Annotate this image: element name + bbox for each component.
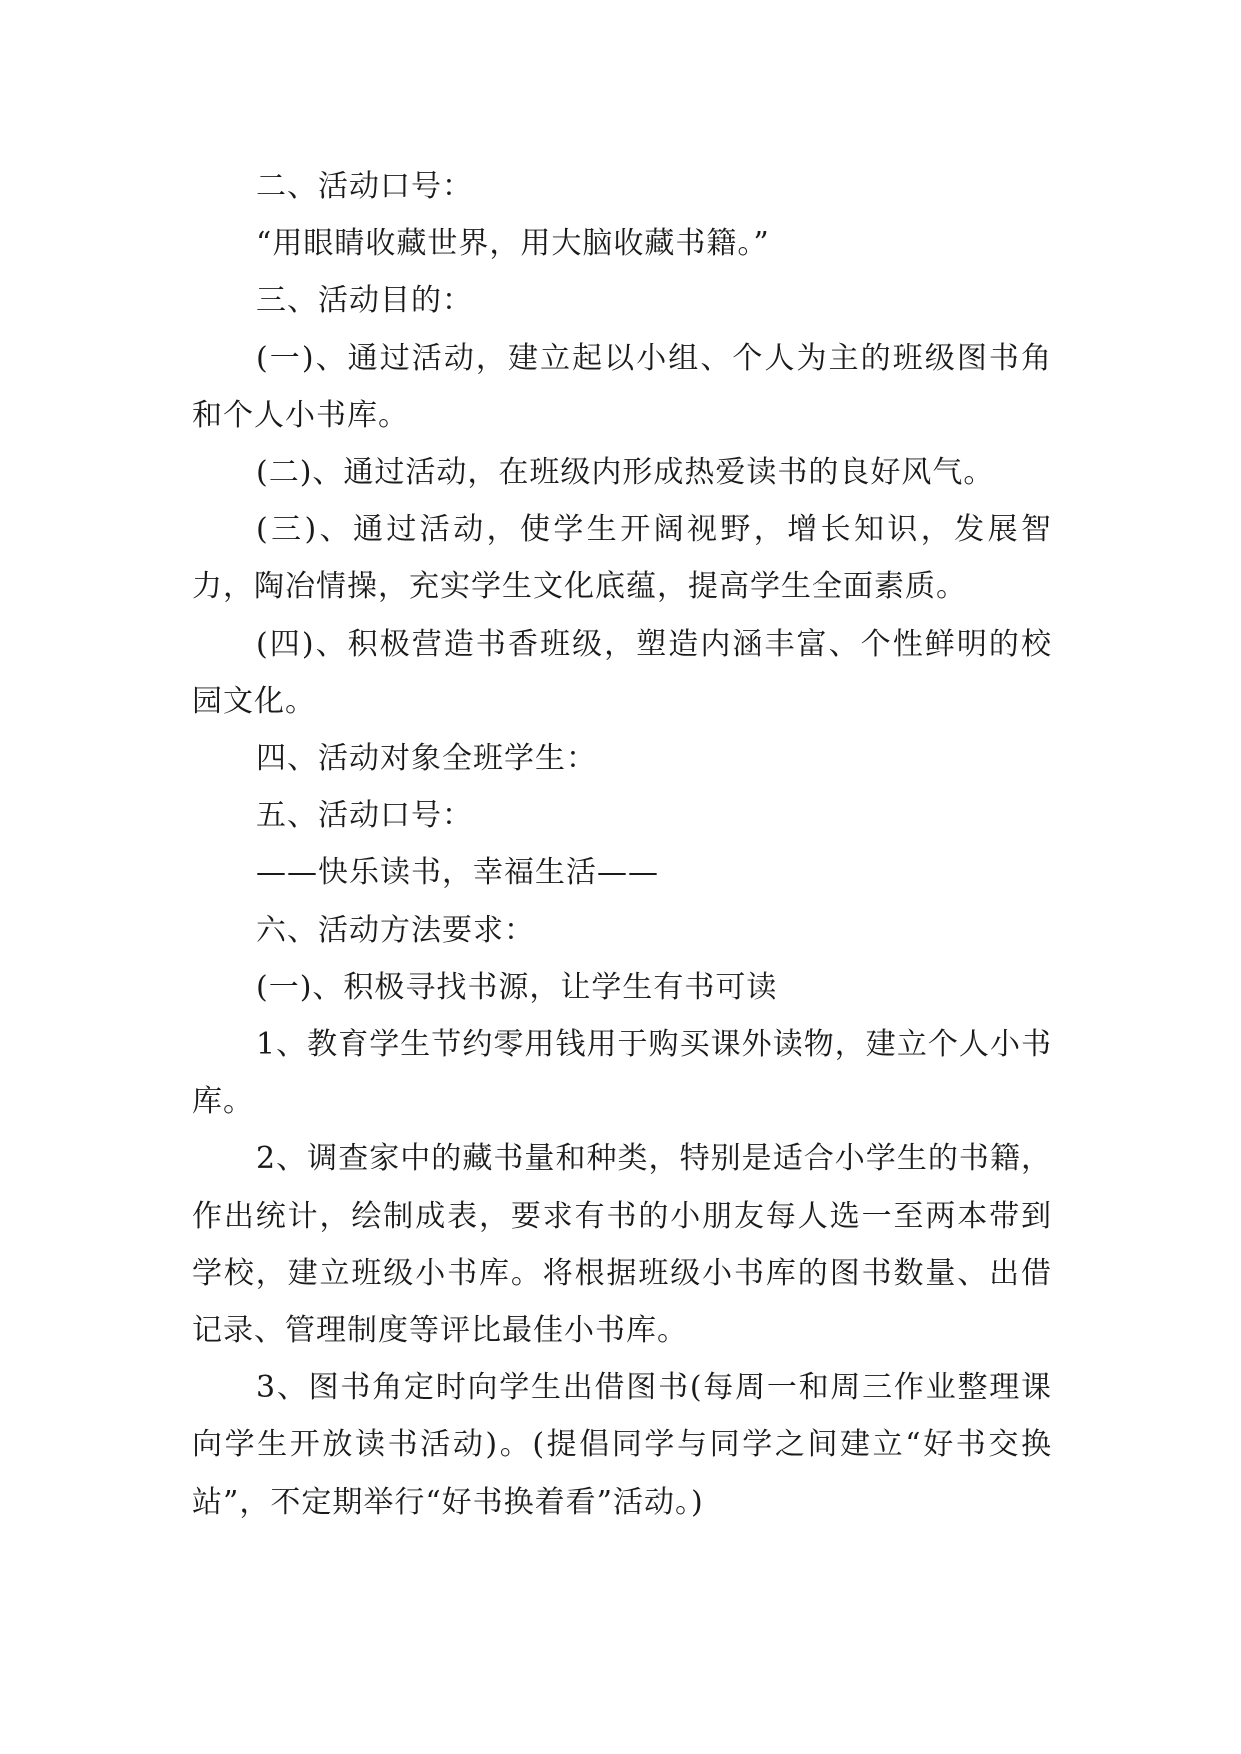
- method-item-2: 2、调查家中的藏书量和种类，特别是适合小学生的书籍，作出统计，绘制成表，要求有书的小朋友每人选一至两本带到学校，建立班级小书库。将根据班级小书库的图书数量、出借记录、管理制度等评比最佳小书库。: [192, 1141, 1052, 1349]
- slogan-text: “用眼睛收藏世界，用大脑收藏书籍。”: [256, 226, 770, 262]
- purpose-item-1: (一)、通过活动，建立起以小组、个人为主的班级图书角和个人小书库。: [192, 340, 1052, 433]
- purpose-item-2: (二)、通过活动，在班级内形成热爱读书的良好风气。: [256, 455, 995, 491]
- heading-slogan-2: 五、活动口号：: [256, 798, 473, 834]
- method-subheading-1: (一)、积极寻找书源，让学生有书可读: [256, 969, 778, 1005]
- heading-methods: 六、活动方法要求：: [256, 912, 535, 948]
- method-item-3: 3、图书角定时向学生出借图书(每周一和周三作业整理课向学生开放读书活动)。(提倡同学与同学之间建立“好书交换站”，不定期举行“好书换着看”活动。): [192, 1370, 1052, 1520]
- method-item-1: 1、教育学生节约零用钱用于购买课外读物，建立个人小书库。: [192, 1027, 1052, 1120]
- slogan-text-2: ——快乐读书，幸福生活——: [256, 855, 659, 891]
- purpose-item-3: (三)、通过活动，使学生开阔视野，增长知识，发展智力，陶冶情操，充实学生文化底蕴，提高学生全面素质。: [192, 512, 1052, 605]
- purpose-item-4: (四)、积极营造书香班级，塑造内涵丰富、个性鲜明的校园文化。: [192, 626, 1052, 719]
- document-body: [192, 158, 1052, 1531]
- heading-purpose: 三、活动目的：: [256, 283, 473, 319]
- heading-slogan: 二、活动口号：: [256, 169, 473, 204]
- heading-target: 四、活动对象全班学生：: [256, 741, 597, 777]
